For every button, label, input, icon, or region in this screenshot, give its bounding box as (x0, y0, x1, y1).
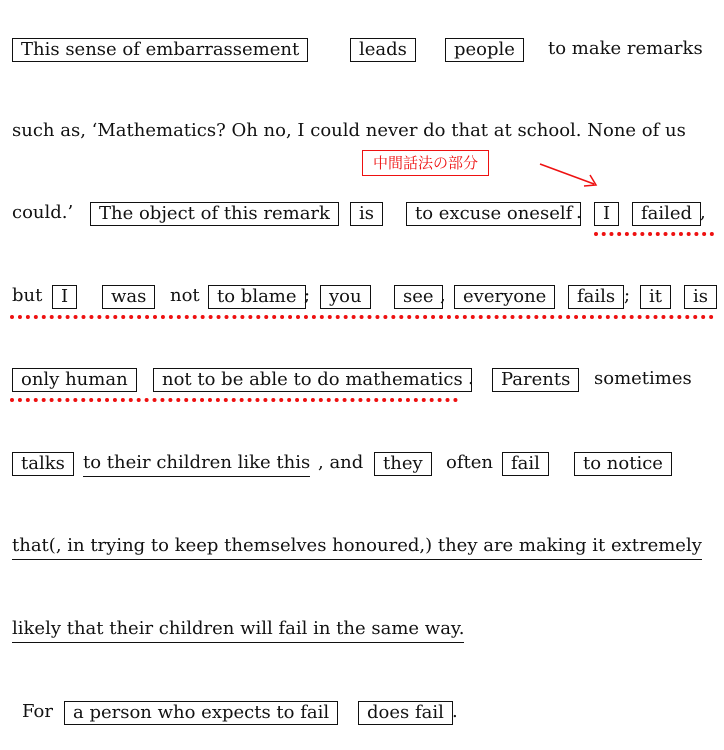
boxed-phrase: failed (632, 202, 701, 226)
text-fragment: . (576, 202, 582, 223)
text-fragment: often (446, 452, 493, 473)
annotation-callout: 中間話法の部分 (362, 150, 489, 176)
text-fragment: . (452, 701, 458, 722)
underlined-phrase: likely that their children will fail in the same way. (12, 616, 464, 643)
text-fragment: not (170, 285, 200, 306)
boxed-phrase: leads (350, 38, 416, 62)
boxed-phrase: is (684, 285, 717, 309)
text-fragment: but (12, 285, 43, 306)
boxed-phrase: does fail (358, 701, 453, 725)
boxed-phrase: to excuse oneself (406, 202, 581, 226)
boxed-phrase: fail (502, 452, 549, 476)
boxed-phrase: is (350, 202, 383, 226)
boxed-phrase: was (102, 285, 155, 309)
text-fragment: ; (624, 285, 631, 306)
callout-arrow-icon (538, 158, 602, 190)
boxed-phrase: it (640, 285, 671, 309)
boxed-phrase: to blame (208, 285, 306, 309)
text-fragment: , and (318, 452, 364, 473)
underlined-phrase: that(, in trying to keep themselves honoured,) they are making it extremely (12, 533, 702, 560)
dotted-underline (10, 398, 458, 402)
underlined-phrase: to their children like this (83, 450, 310, 477)
boxed-phrase: a person who expects to fail (64, 701, 338, 725)
boxed-phrase: everyone (454, 285, 555, 309)
boxed-phrase: you (320, 285, 371, 309)
text-fragment: . (468, 368, 474, 389)
text-fragment: For (22, 701, 53, 722)
boxed-phrase: see (394, 285, 443, 309)
boxed-phrase: Parents (492, 368, 579, 392)
boxed-phrase: to notice (574, 452, 672, 476)
text-fragment: ; (304, 285, 311, 306)
boxed-phrase: not to be able to do mathematics (153, 368, 472, 392)
text-fragment: , (440, 285, 446, 306)
boxed-phrase: I (52, 285, 77, 309)
boxed-phrase: This sense of embarrassement (12, 38, 308, 62)
boxed-phrase: they (374, 452, 432, 476)
text-fragment: to make remarks (548, 38, 703, 59)
text-fragment: , (700, 202, 706, 223)
dotted-underline (10, 315, 714, 319)
dotted-underline (594, 232, 714, 236)
boxed-phrase: talks (12, 452, 74, 476)
boxed-phrase: I (594, 202, 619, 226)
text-fragment: such as, ‘Mathematics? Oh no, I could never do that at school. None of us (12, 120, 686, 141)
boxed-phrase: only human (12, 368, 137, 392)
text-fragment: sometimes (594, 368, 692, 389)
text-fragment: could.’ (12, 202, 74, 223)
boxed-phrase: fails (568, 285, 624, 309)
boxed-phrase: The object of this remark (90, 202, 339, 226)
boxed-phrase: people (445, 38, 524, 62)
